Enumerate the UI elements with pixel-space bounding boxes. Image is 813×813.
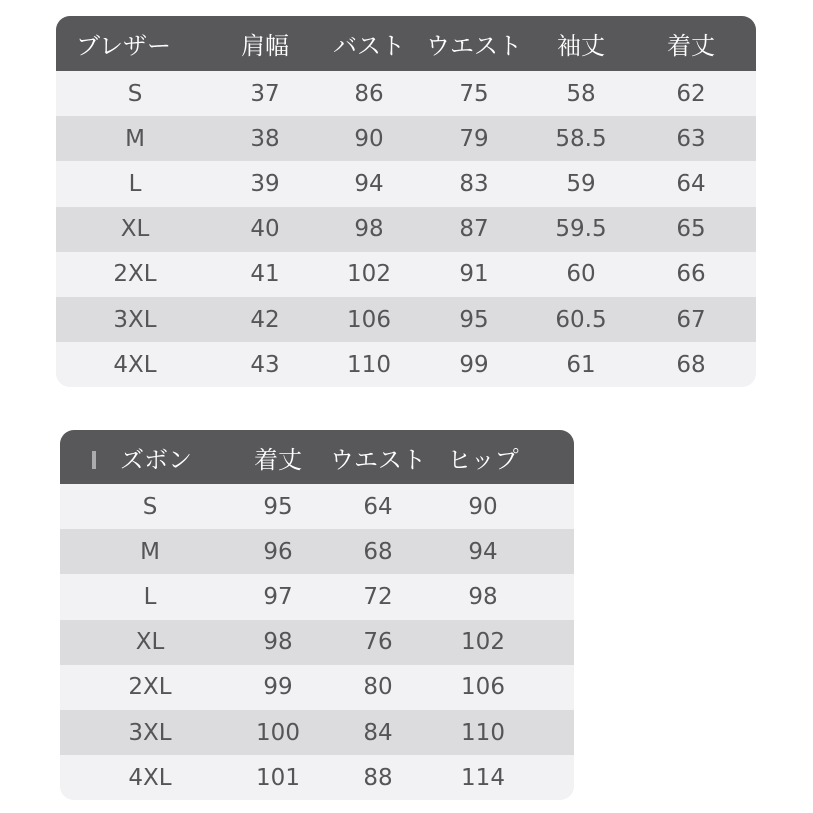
header-cell: 袖丈	[557, 32, 605, 60]
table-cell: 110	[347, 351, 391, 378]
table-cell: 97	[263, 583, 293, 610]
table-row	[56, 252, 756, 297]
table-cell: 67	[676, 306, 706, 333]
size-cell: 3XL	[128, 719, 172, 746]
table-cell: 68	[676, 351, 706, 378]
table-cell: 88	[363, 764, 393, 791]
table-cell: 102	[347, 261, 391, 288]
table-cell: 90	[354, 125, 384, 152]
table-row	[56, 161, 756, 206]
table-cell: 110	[461, 719, 505, 746]
table-cell: 102	[461, 629, 505, 656]
size-cell: M	[140, 538, 160, 565]
header-cell: 肩幅	[241, 32, 289, 60]
table-cell: 98	[354, 216, 384, 243]
table-row	[60, 620, 574, 665]
header-divider-mark	[92, 451, 96, 469]
table-cell: 60	[566, 261, 596, 288]
table-header	[60, 430, 574, 484]
blazer-size-table	[56, 16, 756, 387]
table-row	[60, 665, 574, 710]
table-header	[56, 16, 756, 71]
header-cell: バスト	[333, 32, 405, 60]
table-cell: 106	[347, 306, 391, 333]
table-cell: 80	[363, 674, 393, 701]
header-cell: 着丈	[667, 32, 715, 60]
table-cell: 61	[566, 351, 596, 378]
size-cell: XL	[120, 216, 150, 243]
table-row	[60, 710, 574, 755]
table-cell: 96	[263, 538, 293, 565]
table-cell: 60.5	[555, 306, 607, 333]
size-cell: S	[127, 80, 143, 107]
table-cell: 79	[459, 125, 489, 152]
header-cell: ヒップ	[447, 445, 519, 474]
table-cell: 101	[256, 764, 300, 791]
table-row	[60, 529, 574, 574]
table-cell: 59	[566, 170, 596, 197]
size-cell: 4XL	[128, 764, 172, 791]
table-cell: 87	[459, 216, 489, 243]
table-cell: 64	[676, 170, 706, 197]
size-cell: 3XL	[113, 306, 157, 333]
table-row	[60, 574, 574, 619]
table-cell: 75	[459, 80, 489, 107]
table-cell: 91	[459, 261, 489, 288]
table-cell: 94	[354, 170, 384, 197]
pants-size-table	[60, 430, 574, 800]
size-cell: 4XL	[113, 351, 157, 378]
size-cell: S	[142, 493, 158, 520]
size-cell: M	[125, 125, 145, 152]
header-cell: ブレザー	[76, 32, 172, 60]
table-cell: 86	[354, 80, 384, 107]
table-cell: 84	[363, 719, 393, 746]
table-cell: 41	[250, 261, 280, 288]
table-cell: 95	[263, 493, 293, 520]
table-cell: 83	[459, 170, 489, 197]
table-cell: 76	[363, 629, 393, 656]
header-cell: ウエスト	[330, 445, 426, 474]
header-cell: ズボン	[120, 445, 192, 474]
header-cell: 着丈	[254, 445, 302, 474]
table-cell: 63	[676, 125, 706, 152]
table-cell: 99	[263, 674, 293, 701]
table-cell: 99	[459, 351, 489, 378]
table-cell: 39	[250, 170, 280, 197]
table-cell: 95	[459, 306, 489, 333]
table-cell: 66	[676, 261, 706, 288]
table-cell: 62	[676, 80, 706, 107]
table-cell: 106	[461, 674, 505, 701]
size-cell: L	[128, 170, 142, 197]
table-row	[56, 71, 756, 116]
size-cell: XL	[135, 629, 165, 656]
size-cell: 2XL	[113, 261, 157, 288]
size-cell: 2XL	[128, 674, 172, 701]
table-cell: 100	[256, 719, 300, 746]
table-cell: 43	[250, 351, 280, 378]
table-cell: 40	[250, 216, 280, 243]
table-cell: 65	[676, 216, 706, 243]
table-cell: 58	[566, 80, 596, 107]
table-cell: 64	[363, 493, 393, 520]
size-cell: L	[143, 583, 157, 610]
table-row	[60, 484, 574, 529]
table-cell: 42	[250, 306, 280, 333]
table-cell: 90	[468, 493, 498, 520]
table-row	[56, 342, 756, 387]
table-cell: 98	[468, 583, 498, 610]
table-cell: 38	[250, 125, 280, 152]
table-row	[56, 116, 756, 161]
header-cell: ウエスト	[426, 32, 522, 60]
table-cell: 72	[363, 583, 393, 610]
table-row	[56, 297, 756, 342]
table-row	[56, 207, 756, 252]
table-cell: 37	[250, 80, 280, 107]
table-cell: 94	[468, 538, 498, 565]
table-cell: 114	[461, 764, 505, 791]
table-cell: 58.5	[555, 125, 607, 152]
table-row	[60, 755, 574, 800]
table-cell: 59.5	[555, 216, 607, 243]
table-cell: 68	[363, 538, 393, 565]
table-cell: 98	[263, 629, 293, 656]
